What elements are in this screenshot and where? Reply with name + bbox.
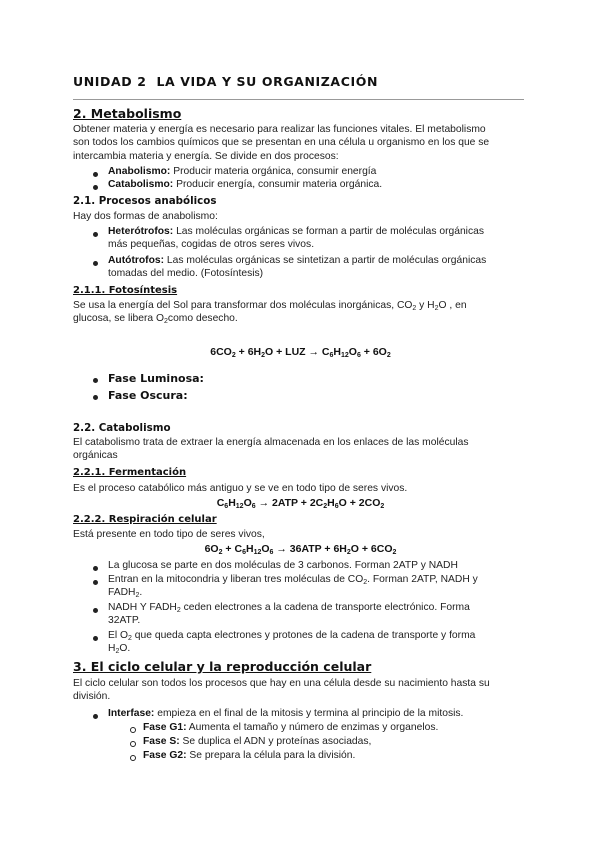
line: El $O_2$ que queda capta electrones y protones de la cadena de transporte y forma xyxy=(108,630,476,642)
bullet-mitocondria xyxy=(108,573,528,600)
heading-respiracion: 2.2.2. Respiración celular xyxy=(73,514,217,525)
line: Se usa la energía del Sol para transformar dos moléculas inorgánicas, $CO_2$ y $H_2O$ , en xyxy=(73,300,467,312)
term: Autótrofos: xyxy=(108,255,165,266)
sub-fase-s xyxy=(143,735,528,748)
metabolismo-intro xyxy=(73,123,528,163)
term: Fase S: xyxy=(143,736,180,747)
line: $FADH_2$. xyxy=(108,587,143,600)
equation-fermentacion: $C_6H_{12}O_6 \to 2ATP + 2C_2H_6O + 2CO_2$ xyxy=(216,497,385,510)
sub-fase-g1 xyxy=(143,721,528,734)
line: orgánicas xyxy=(73,450,118,462)
term: Fase G2: xyxy=(143,750,187,761)
definition: Producir materia orgánica, consumir energía xyxy=(170,166,377,177)
heading-fermentacion: 2.2.1. Fermentación xyxy=(73,467,187,478)
heading-procesos-anabolicos: 2.1. Procesos anabólicos xyxy=(73,195,217,207)
line: más pequeñas, cogidas de otros seres vivos. xyxy=(108,239,315,251)
term: Anabolismo: xyxy=(108,166,171,177)
circle-bullet xyxy=(130,741,136,747)
line: El catabolismo trata de extraer la energía almacenada en los enlaces de las moléculas xyxy=(73,437,469,448)
intro-line: intercambia materia y energía. Se divide en dos procesos: xyxy=(73,150,339,162)
definition: Se duplica el ADN y proteínas asociadas, xyxy=(179,736,372,747)
bullet-dot xyxy=(93,636,98,641)
bullet-dot xyxy=(93,232,98,237)
ciclo-celular-text xyxy=(73,677,528,704)
anabolismo-intro: Hay dos formas de anabolismo: xyxy=(73,211,218,222)
line: tomadas del medio. (Fotosíntesis) xyxy=(108,268,264,280)
equation-respiracion: $6O_2 + C_6H_{12}O_6 \to 36ATP + 6H_2O + 6CO_2$ xyxy=(204,543,397,556)
bullet-dot xyxy=(93,185,98,190)
fotosintesis-text xyxy=(73,299,528,326)
unit-title: UNIDAD 2 LA VIDA Y SU ORGANIZACIÓN xyxy=(73,74,379,89)
equation-fotosintesis: $6CO_2 + 6H_2O$ + LUZ → $C_6H_{12}O_6 + 6O_2$ xyxy=(210,346,391,359)
title-divider xyxy=(73,99,524,100)
definition: empieza en el final de la mitosis y termina al principio de la mitosis. xyxy=(154,708,464,719)
bullet-interfase xyxy=(108,707,528,720)
line: $H_2O$. xyxy=(108,643,131,656)
intro-line: son todos los cambios químicos que se presentan en una célula u organismo en los que se xyxy=(73,137,490,149)
term: Heterótrofos: xyxy=(108,226,174,237)
bullet-dot xyxy=(93,566,98,571)
circle-bullet xyxy=(130,727,136,733)
line xyxy=(108,225,528,238)
line: 32ATP. xyxy=(108,615,141,627)
bullet-heterotrofos xyxy=(108,225,528,252)
respiracion-text: Está presente en todo tipo de seres vivos, xyxy=(73,529,265,540)
bullet-nadh xyxy=(108,601,528,628)
line xyxy=(108,254,528,267)
bullet-autotrofos xyxy=(108,254,528,281)
bullet-anabolismo xyxy=(108,165,376,178)
bullet-dot xyxy=(93,395,98,400)
line: glucosa, se libera $O_2como$ desecho. xyxy=(73,313,238,326)
fase-oscura: Fase Oscura: xyxy=(108,389,188,402)
bullet-dot xyxy=(93,172,98,177)
bullet-oxigeno xyxy=(108,629,528,656)
definition: Las moléculas orgánicas se forman a partir de moléculas orgánicas xyxy=(173,226,484,237)
fermentacion-text: Es el proceso catabólico más antiguo y se ve en todo tipo de seres vivos. xyxy=(73,483,408,494)
heading-catabolismo: 2.2. Catabolismo xyxy=(73,422,171,434)
bullet-dot xyxy=(93,261,98,266)
definition: Aumenta el tamaño y número de enzimas y organelos. xyxy=(186,722,439,733)
heading-fotosintesis: 2.1.1. Fotosíntesis xyxy=(73,285,178,296)
intro-line: Obtener materia y energía es necesario para realizar las funciones vitales. El metabolismo xyxy=(73,124,486,135)
catabolismo-text xyxy=(73,436,528,463)
bullet-glucosa: La glucosa se parte en dos moléculas de 3 carbonos. Forman 2ATP y NADH xyxy=(108,560,458,571)
term: Fase G1: xyxy=(143,722,187,733)
definition: Las moléculas orgánicas se sintetizan a partir de moléculas orgánicas xyxy=(164,255,487,266)
definition: Producir energía, consumir materia orgánica. xyxy=(173,179,383,190)
bullet-dot xyxy=(93,714,98,719)
term: Catabolismo: xyxy=(108,179,174,190)
term: Interfase: xyxy=(108,708,155,719)
line: Entran en la mitocondria y liberan tres moléculas de $CO_2$. Forman 2ATP, NADH y xyxy=(108,574,478,586)
heading-ciclo-celular: 3. El ciclo celular y la reproducción celular xyxy=(73,659,372,674)
line: NADH Y $FADH_2$ ceden electrones a la cadena de transporte electrónico. Forma xyxy=(108,602,470,614)
circle-bullet xyxy=(130,755,136,761)
bullet-catabolismo xyxy=(108,178,382,191)
line: división. xyxy=(73,691,111,703)
sub-fase-g2 xyxy=(143,749,528,762)
bullet-dot xyxy=(93,580,98,585)
fase-luminosa: Fase Luminosa: xyxy=(108,372,204,385)
definition: Se prepara la célula para la división. xyxy=(186,750,356,761)
bullet-dot xyxy=(93,378,98,383)
heading-metabolismo: 2. Metabolismo xyxy=(73,106,182,121)
bullet-dot xyxy=(93,608,98,613)
line: El ciclo celular son todos los procesos que hay en una célula desde su nacimiento hasta su xyxy=(73,678,490,689)
